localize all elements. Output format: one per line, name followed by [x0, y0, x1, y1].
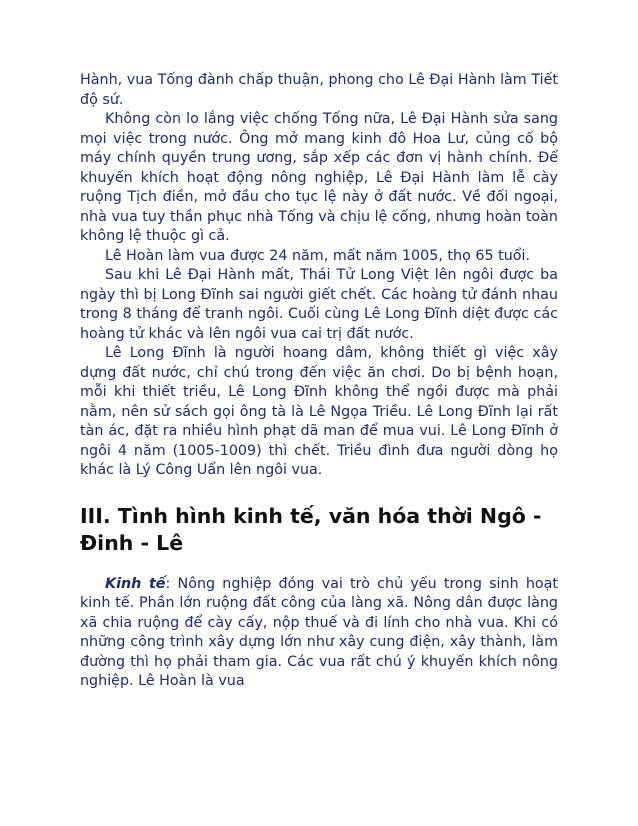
paragraph-le-long-dinh: Lê Long Đĩnh là người hoang dâm, không thiết gì việc xây dựng đất nước, chỉ chú trong đến việc ăn chơi. Do bị bệnh hoạn, mỗi khi thiết triều, Lê Long Đĩnh không thể ngồi được mà phải nằm, nên sử sách gọi ông tà là Lê Ngọa Triều. Lê Long Đĩnh lại rất tàn ác, đặt ra nhiều hình phạt dã man để mua vui. Lê Long Đĩnh ở ngôi 4 năm (1005-1009) thì chết. Triều đình đưa người dòng họ khác là Lý Công Uẩn lên ngôi vua. [80, 345, 558, 478]
paragraph-succession: Sau khi Lê Đại Hành mất, Thái Tử Long Việt lên ngôi được ba ngày thì bị Long Đĩnh sai người giết chết. Các hoàng tử đánh nhau trong 8 tháng để tranh ngôi. Cuối cùng Lê Long Đĩnh diệt được các hoàng tử khác và lên ngôi vua cai trị đất nước. [80, 267, 558, 342]
paragraph-domestic-affairs: Không còn lo lắng việc chống Tống nữa, Lê Đại Hành sửa sang mọi việc trong nước. Ông mở mang kinh đô Hoa Lư, củng cố bộ máy chính quyền trung ương, sắp xếp các đơn vị hành chính. Để khuyến khích hoạt động nông nghiệp, Lê Đại Hành làm lễ cày ruộng Tịch điền, mở đầu cho tục lệ này ở đất nước. Về đối ngoại, nhà vua tuy thần phục nhà Tống và chịu lệ cống, nhưng hoàn toàn không lệ thuộc gì cả. [80, 111, 558, 244]
paragraph-continuation: Hành, vua Tống đành chấp thuận, phong cho Lê Đại Hành làm Tiết độ sứ. [80, 72, 558, 108]
economy-keyword: Kinh tế [105, 575, 166, 592]
paragraph-economy [80, 575, 558, 692]
section-heading: III. Tình hình kinh tế, văn hóa thời Ngô - Đinh - Lê [80, 503, 542, 555]
economy-text: : Nông nghiệp đóng vai trò chủ yếu trong sinh hoạt kinh tế. Phần lớn ruộng đất công của làng xã. Nông dân được làng xã chia ruộng để cày cấy, nộp thuế và đi lính cho nhà vua. Khi có những công trình xây dựng lớn như xây cung điện, xây thành, làm đường thì họ phải tham gia. Các vua rất chú ý khuyến khích nông nghiệp. Lê Hoàn là vua [80, 575, 558, 689]
paragraph-le-hoan-reign: Lê Hoàn làm vua được 24 năm, mất năm 1005, thọ 65 tuổi. [105, 247, 531, 264]
document-page [80, 71, 558, 692]
